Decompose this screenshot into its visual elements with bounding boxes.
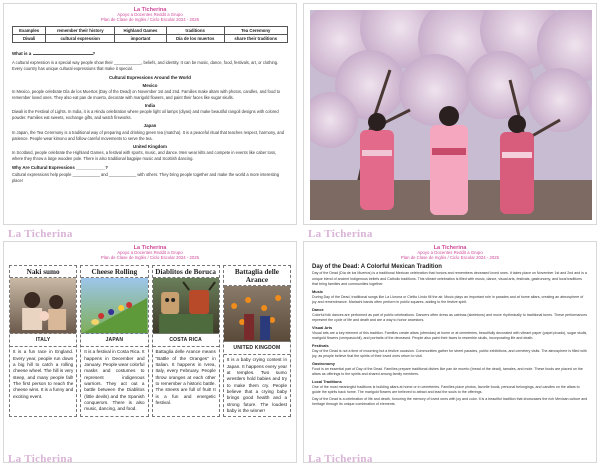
header-line1: Apoyo a Docentes Reddit a Grupo: [417, 250, 483, 256]
word-bank-cell: Examples: [13, 27, 46, 35]
word-bank-cell: remember their history: [46, 27, 115, 35]
section-heading: Festivals: [312, 343, 329, 349]
section-text: During Day of the Dead, traditional songs like La Llorona or Cielito Lindo fill the air. Music plays an important role in parades and at home altars, creating an atmosphere of joy and remembrance. Mariachi bands often perform in public squares, adding to the festive spirit.: [312, 294, 584, 304]
page-header: [4, 245, 296, 261]
page-header: [304, 245, 596, 261]
word-bank-cell: Diwali: [13, 35, 46, 43]
word-bank-cell: Día de los muertos: [166, 35, 224, 43]
watermark: La Ticherina: [308, 453, 373, 465]
card-country: ITALY: [10, 334, 76, 347]
country-mexico: Mexico: [142, 82, 158, 88]
card-country: COSTA RICA: [153, 334, 219, 347]
cherry-blossom-photo: [310, 10, 592, 220]
card-description: It is a festival in Costa Rica. It happens in December and January. People wear colorful masks and costumes to represent indigenous warriors. They act out a battle between the Diablitos (little devils) and the Spanish conquerors. There is also music, dancing, and food.: [84, 349, 145, 412]
article-outro: Day of the Dead is a celebration of life and death, honoring the memory of loved ones with joy and color. It is a beautiful tradition that showcases the rich Mexican culture and heritage through its unique combination of elements.: [312, 397, 588, 407]
country-uk: United Kingdom: [133, 143, 167, 149]
word-bank-cell: important: [115, 35, 167, 43]
card-description: It is a baby crying contest in Japan. It happens every year at temples. Two sumo wrestlers hold babies and try to make them cry. People believe that a crying baby brings good health and a strong future. The loudest baby is the winner!: [226, 357, 287, 413]
watermark: La Ticherina: [8, 453, 73, 465]
section-heading: Gastronomy: [312, 361, 335, 367]
article-page: [303, 241, 597, 463]
country-mexico-text: In Mexico, people celebrate Día de los Muertos (Day of the Dead) on November 1st and 2nd. Families make altars with photos, candles, and food to remember loved ones. They also eat pan de muerto, decorate with marigold flowers, and paint their faces like sugar skulls.: [12, 89, 281, 101]
header-title: La Ticherina: [133, 245, 167, 251]
answer-blank[interactable]: [33, 52, 93, 55]
festival-cards: [4, 265, 296, 417]
section-heading: Visual Arts: [312, 325, 333, 331]
word-bank-cell: Highland Games: [115, 27, 167, 35]
article-title: Day of the Dead: A Colorful Mexican Tradition: [312, 264, 442, 271]
section-text: Colorful folk dances are performed as part of public celebrations. Dancers often dress as catrinas (skeletons) and move rhythmically to traditional tunes. These performances represent the cycle of life and death and are a way to honor ancestors.: [312, 312, 587, 322]
card-title: Diablitos de Boruca: [153, 266, 219, 278]
header-title: La Ticherina: [133, 7, 167, 13]
section-title: Cultural Expressions Around the World: [109, 74, 191, 80]
intro-paragraph: A cultural expression is a special way people show their ____________, beliefs, and identity. It can be music, dance, food, festivals, art, or clothing. Every country has unique cultural expressions that make it special.: [12, 59, 279, 71]
card-country: JAPAN: [81, 334, 147, 347]
card-country: UNITED KINGDOM: [224, 342, 290, 355]
question-why: Why Are Cultural Expressions ____________?: [12, 164, 108, 170]
worksheet-page: [3, 3, 297, 225]
word-bank-cell: share their traditions: [224, 35, 287, 43]
header-line2: Plan de Clase de Inglés / Ciclo Escolar 2024 - 2025: [400, 255, 500, 261]
card-title: Battaglia delle Arance: [224, 266, 290, 286]
festival-card: [152, 265, 220, 417]
section-heading: Dance: [312, 306, 324, 312]
watermark: La Ticherina: [308, 228, 373, 240]
word-bank-cell: cultural expression: [46, 35, 115, 43]
word-bank-cell: Tea Ceremony: [224, 27, 287, 35]
photo-page: [303, 3, 597, 225]
section-text: One of the most meaningful traditions is building altars at home or in cemeteries. Families place photos, favorite foods, personal belongings, and candles on the altars to guide the spirits back home. The marigold flowers are believed to attract and lead the souls to the offerings.: [312, 384, 580, 395]
article-body: [304, 270, 596, 408]
closing-paragraph: Cultural expressions help people ____________ and ____________ with others. They bring people together and make the world a more interesting place!: [12, 172, 280, 184]
festival-card: [223, 265, 291, 417]
country-uk-text: In Scotland, people celebrate the Highland Games, a festival with sports, music, and dance. Men wear kilts and compete in events like caber toss, where they throw a large wooden pole. There is also traditional bagpipe music and Scottish dancing.: [12, 149, 277, 161]
section-heading: Music: [312, 288, 324, 294]
festival-image: [81, 278, 147, 334]
section-text: Food is an essential part of Day of the Dead. Families prepare traditional dishes like pan de muerto (bread of the dead), tamales, and mole. These foods are placed on the altars as offerings to the spirits and shared among family members.: [312, 366, 583, 377]
country-japan: Japan: [143, 123, 157, 129]
section-text: Visual arts are a key element of this tradition. Families create altars (ofrendas) at home or at cemeteries, beautifully decorated with vibrant paper (papel picado), sugar skulls, marigold flowers (cempasúchil), and portraits of the deceased. People also paint their faces to resemble skulls, incorporating life and death.: [312, 330, 588, 340]
festivals-page: [3, 241, 297, 463]
watermark: La Ticherina: [8, 228, 73, 240]
article-intro: Day of the Dead (Día de los Muertos) is a traditional Mexican celebration that honors and remembers deceased loved ones. It takes place on November 1st and 2nd and is a unique blend of ancient Indigenous beliefs and Catholic traditions. This vibrant celebration is filled with music, dance, visual arts, festivals, gastronomy, and local traditions that bring families and communities together.: [312, 271, 587, 286]
photo-illustration: [310, 10, 592, 220]
country-japan-text: In Japan, the Tea Ceremony is a traditional way of preparing and drinking green tea (matcha). It is a peaceful ritual that teaches respect, harmony, and patience. People wear kimono and follow careful movements to serve the tea.: [12, 129, 285, 141]
header-line2: Plan de Clase de Inglés / Ciclo Escolar 2024 - 2025: [100, 255, 200, 261]
card-title: Cheese Rolling: [81, 266, 147, 278]
festival-image: [10, 278, 76, 334]
word-bank-table: [12, 26, 288, 43]
festival-image: [224, 286, 290, 342]
card-description: It is a fun race in England. Every year, people run down a big hill to catch a rolling cheese wheel. The hill is very steep, and many people fall! The first person to reach the cheese wins. It is a funny and exciting event.: [13, 349, 74, 399]
country-india-text: Diwali is the Festival of Lights. In India, it is a Hindu celebration where people light oil lamps (diyas) and make beautiful rangoli designs with colored powder. Families eat sweets, exchange gifts, and watch fireworks.: [12, 109, 279, 121]
festival-card: [9, 265, 77, 417]
header-title: La Ticherina: [433, 245, 467, 251]
page-header: [4, 7, 296, 23]
header-line1: Apoyo a Docentes Reddit a Grupo: [117, 250, 183, 256]
country-india: India: [144, 103, 156, 109]
question-what-is: What is a ?: [12, 51, 96, 57]
section-text: Day of the Dead is not a time of mourning but a festive occasion. Communities gather for street parades, public exhibitions, and cemetery visits. The atmosphere is filled with joy, as people believe that the spirits of their loved ones return to visit.: [312, 348, 587, 358]
header-line1: Apoyo a Docentes Reddit a Grupo: [117, 12, 183, 18]
card-title: Naki sumo: [10, 266, 76, 278]
section-heading: Local Traditions: [312, 379, 342, 385]
word-bank-cell: traditions: [166, 27, 224, 35]
worksheet-body: [4, 43, 296, 184]
header-line2: Plan de Clase de Inglés / Ciclo Escolar 2024 - 2025: [100, 17, 200, 23]
festival-card: [80, 265, 148, 417]
card-description: Battaglia delle Arance means "Battle of the Oranges" in Italian. It happens in Ivrea, Italy, every February. People throw oranges at each other to remember a historic battle. The streets are full of fruit! It is a fun and energetic festival.: [155, 349, 216, 405]
festival-image: [153, 278, 219, 334]
